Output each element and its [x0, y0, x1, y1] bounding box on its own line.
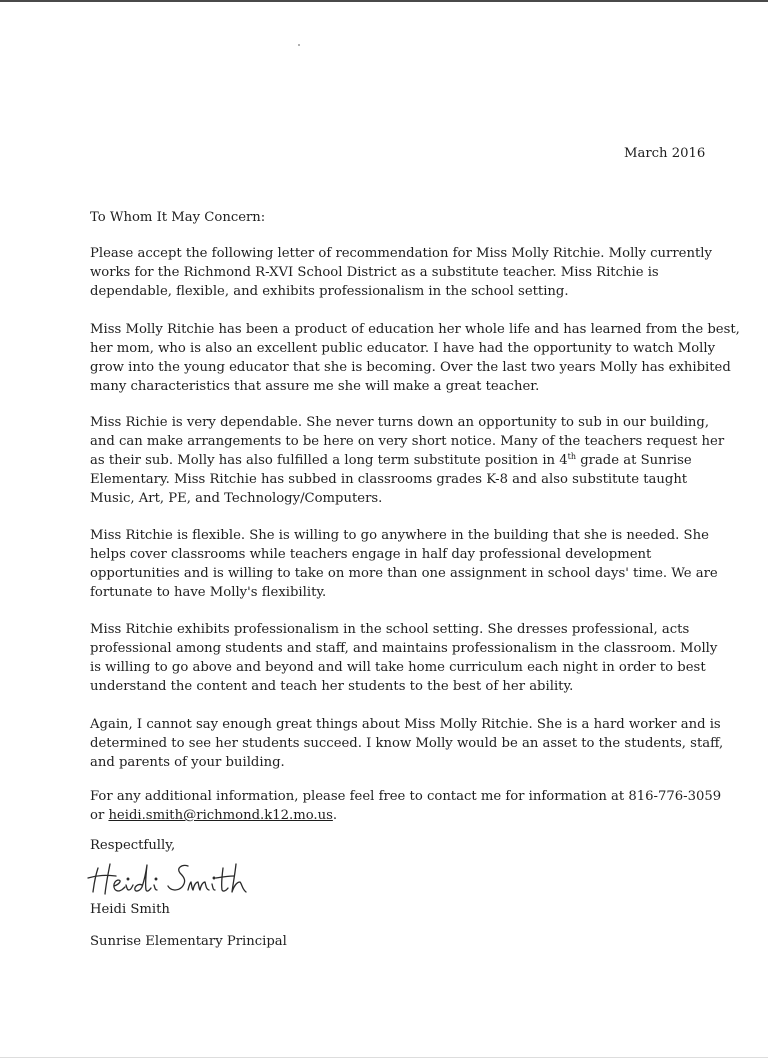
paragraph-introduction	[90, 244, 714, 301]
closing: Respectfully,	[90, 838, 176, 853]
paragraph-line: Music, Art, PE, and Technology/Computers.	[90, 491, 383, 506]
email-link[interactable]: heidi.smith@richmond.k12.mo.us	[108, 808, 333, 823]
paragraph-professionalism	[90, 620, 718, 696]
paragraph-line: For any additional information, please feel free to contact me for information at 816-776-3059	[90, 789, 722, 804]
grade-ordinal: th	[567, 452, 576, 461]
signer-title: Sunrise Elementary Principal	[90, 934, 287, 949]
paragraph-line: Miss Molly Ritchie has been a product of education her whole life and has learned from the best,	[90, 322, 740, 337]
paragraph-line: opportunities and is willing to take on more than one assignment in school days' time. We are	[90, 566, 718, 581]
paragraph-line: Again, I cannot say enough great things about Miss Molly Ritchie. She is a hard worker and is	[90, 717, 721, 732]
paragraph-line: Miss Richie is very dependable. She never turns down an opportunity to sub in our building,	[90, 415, 710, 430]
paragraph-line: her mom, who is also an excellent public educator. I have had the opportunity to watch Molly	[90, 341, 716, 356]
line-text: grade at Sunrise	[576, 453, 692, 468]
letter-date: March 2016	[624, 146, 706, 161]
paragraph-line: and parents of your building.	[90, 755, 285, 770]
paragraph-summary	[90, 715, 724, 772]
paragraph-background	[90, 320, 740, 396]
paragraph-line: determined to see her students succeed. I know Molly would be an asset to the students, staff,	[90, 736, 724, 751]
paragraph-contact	[90, 787, 722, 825]
salutation: To Whom It May Concern:	[90, 210, 266, 225]
scan-speck	[298, 44, 300, 46]
grade-number: 4	[559, 453, 568, 468]
signer-name: Heidi Smith	[90, 902, 170, 917]
paragraph-line: Miss Ritchie is flexible. She is willing to go anywhere in the building that she is needed. She	[90, 528, 709, 543]
line-text: or	[90, 808, 109, 823]
paragraph-line	[90, 806, 714, 825]
line-text: .	[332, 808, 338, 823]
paragraph-line	[90, 451, 714, 470]
line-text: as their sub. Molly has also fulfilled a long term substitute position in	[90, 453, 560, 468]
paragraph-line: grow into the young educator that she is becoming. Over the last two years Molly has exhibited	[90, 360, 731, 375]
paragraph-line: is willing to go above and beyond and will take home curriculum each night in order to best	[90, 660, 706, 675]
paragraph-flexible	[90, 526, 718, 602]
paragraph-line: Miss Ritchie exhibits professionalism in the school setting. She dresses professional, acts	[90, 622, 690, 637]
paragraph-line: Please accept the following letter of recommendation for Miss Molly Ritchie. Molly currently	[90, 246, 712, 261]
paragraph-line: dependable, flexible, and exhibits professionalism in the school setting.	[90, 284, 569, 299]
paragraph-line: and can make arrangements to be here on very short notice. Many of the teachers request her	[90, 434, 725, 449]
paragraph-line: many characteristics that assure me she will make a great teacher.	[90, 379, 540, 394]
paragraph-dependable	[90, 413, 725, 508]
handwritten-signature	[84, 854, 274, 898]
paragraph-line: helps cover classrooms while teachers engage in half day professional development	[90, 547, 652, 562]
scan-top-edge	[0, 0, 768, 2]
paragraph-line: understand the content and teach her students to the best of her ability.	[90, 679, 574, 694]
paragraph-line: works for the Richmond R-XVI School District as a substitute teacher. Miss Ritchie is	[90, 265, 659, 280]
paragraph-line: fortunate to have Molly's flexibility.	[90, 585, 327, 600]
paragraph-line: Elementary. Miss Ritchie has subbed in classrooms grades K-8 and also substitute taught	[90, 472, 688, 487]
paragraph-line: professional among students and staff, and maintains professionalism in the classroom. Molly	[90, 641, 718, 656]
